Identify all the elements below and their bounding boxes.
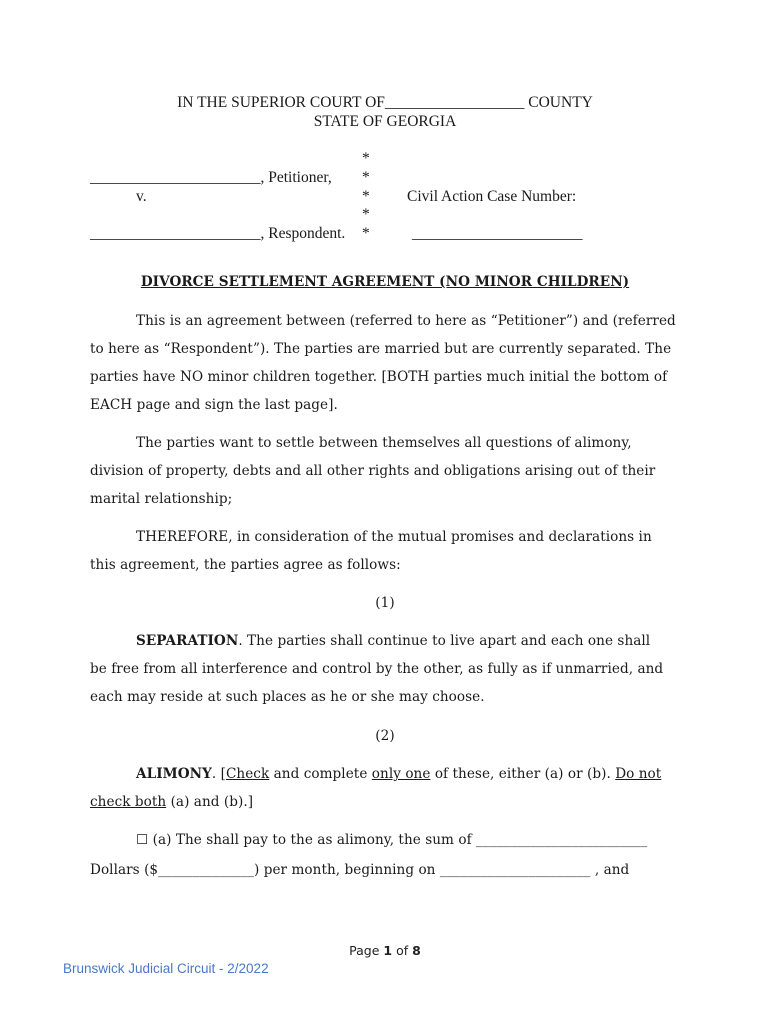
section-2-number: (2) [375, 728, 395, 744]
page-number: Page 1 of 8 [349, 943, 421, 958]
check-instruction: Check [225, 766, 270, 782]
separation-line-1: SEPARATION. The parties shall continue to live apart and each one shall [136, 633, 651, 649]
therefore-line-2: this agreement, the parties agree as follows: [90, 557, 401, 573]
intro-line-1: This is an agreement between (referred to here as “Petitioner”) and (referred [136, 313, 676, 329]
agreement-title: DIVORCE SETTLEMENT AGREEMENT (NO MINOR CHILDREN) [140, 274, 630, 290]
therefore-word: THEREFORE [136, 529, 229, 545]
petitioner-line: ______________________, Petitioner, [90, 169, 332, 186]
caption-star-4: * [362, 206, 370, 223]
caption-star-5: * [362, 225, 370, 242]
caption-star-1: * [362, 150, 370, 167]
separation-line-2: be free from all interference and control by the other, as fully as if unmarried, and [90, 661, 664, 677]
separation-line-3: each may reside at such places as he or she may choose. [90, 689, 485, 705]
versus-label: v. [136, 188, 147, 205]
alimony-line-1: ALIMONY. [Check and complete only one of these, either (a) or (b). Do not [136, 766, 662, 782]
intro-line-2: to here as “Respondent”). The parties are married but are currently separated. The [90, 341, 672, 357]
intro-line-4: EACH page and sign the last page]. [90, 397, 338, 413]
respondent-line: ______________________, Respondent. [90, 225, 346, 242]
caption-star-3: * [362, 188, 370, 205]
court-heading [0, 94, 770, 112]
therefore-line-1: THEREFORE, in consideration of the mutual promises and declarations in [136, 529, 652, 545]
page-current: 1 [383, 943, 393, 958]
alimony-option-a-line-2: Dollars ($______________) per month, beginning on ______________________ , and [90, 862, 630, 878]
case-number-blank: ______________________ [412, 225, 583, 242]
separation-heading: SEPARATION [136, 633, 239, 649]
settle-line-3: marital relationship; [90, 491, 233, 507]
alimony-heading: ALIMONY [136, 766, 212, 782]
alimony-option-a-line-1: ☐ (a) The shall pay to the as alimony, the sum of _________________________ [136, 832, 648, 848]
only-one-instruction: only one [371, 766, 431, 782]
court-heading-line1: IN THE SUPERIOR COURT OF__________________ COUNTY [177, 94, 593, 111]
settle-line-2: division of property, debts and all other rights and obligations arising out of their [90, 463, 656, 479]
alimony-line-2: check both (a) and (b).] [90, 794, 254, 810]
section-1-number: (1) [375, 595, 395, 611]
circuit-footer: Brunswick Judicial Circuit - 2/2022 [63, 961, 269, 976]
page-total: 8 [412, 943, 421, 958]
settle-line-1: The parties want to settle between themselves all questions of alimony, [136, 435, 632, 451]
check-both-instruction: check both [90, 794, 167, 810]
intro-line-3: parties have NO minor children together. [BOTH parties much initial the bottom of [90, 369, 668, 385]
caption-star-2: * [362, 169, 370, 186]
case-number-label: Civil Action Case Number: [407, 188, 577, 205]
state-heading: STATE OF GEORGIA [313, 113, 457, 130]
do-not-instruction: Do not [615, 766, 662, 782]
